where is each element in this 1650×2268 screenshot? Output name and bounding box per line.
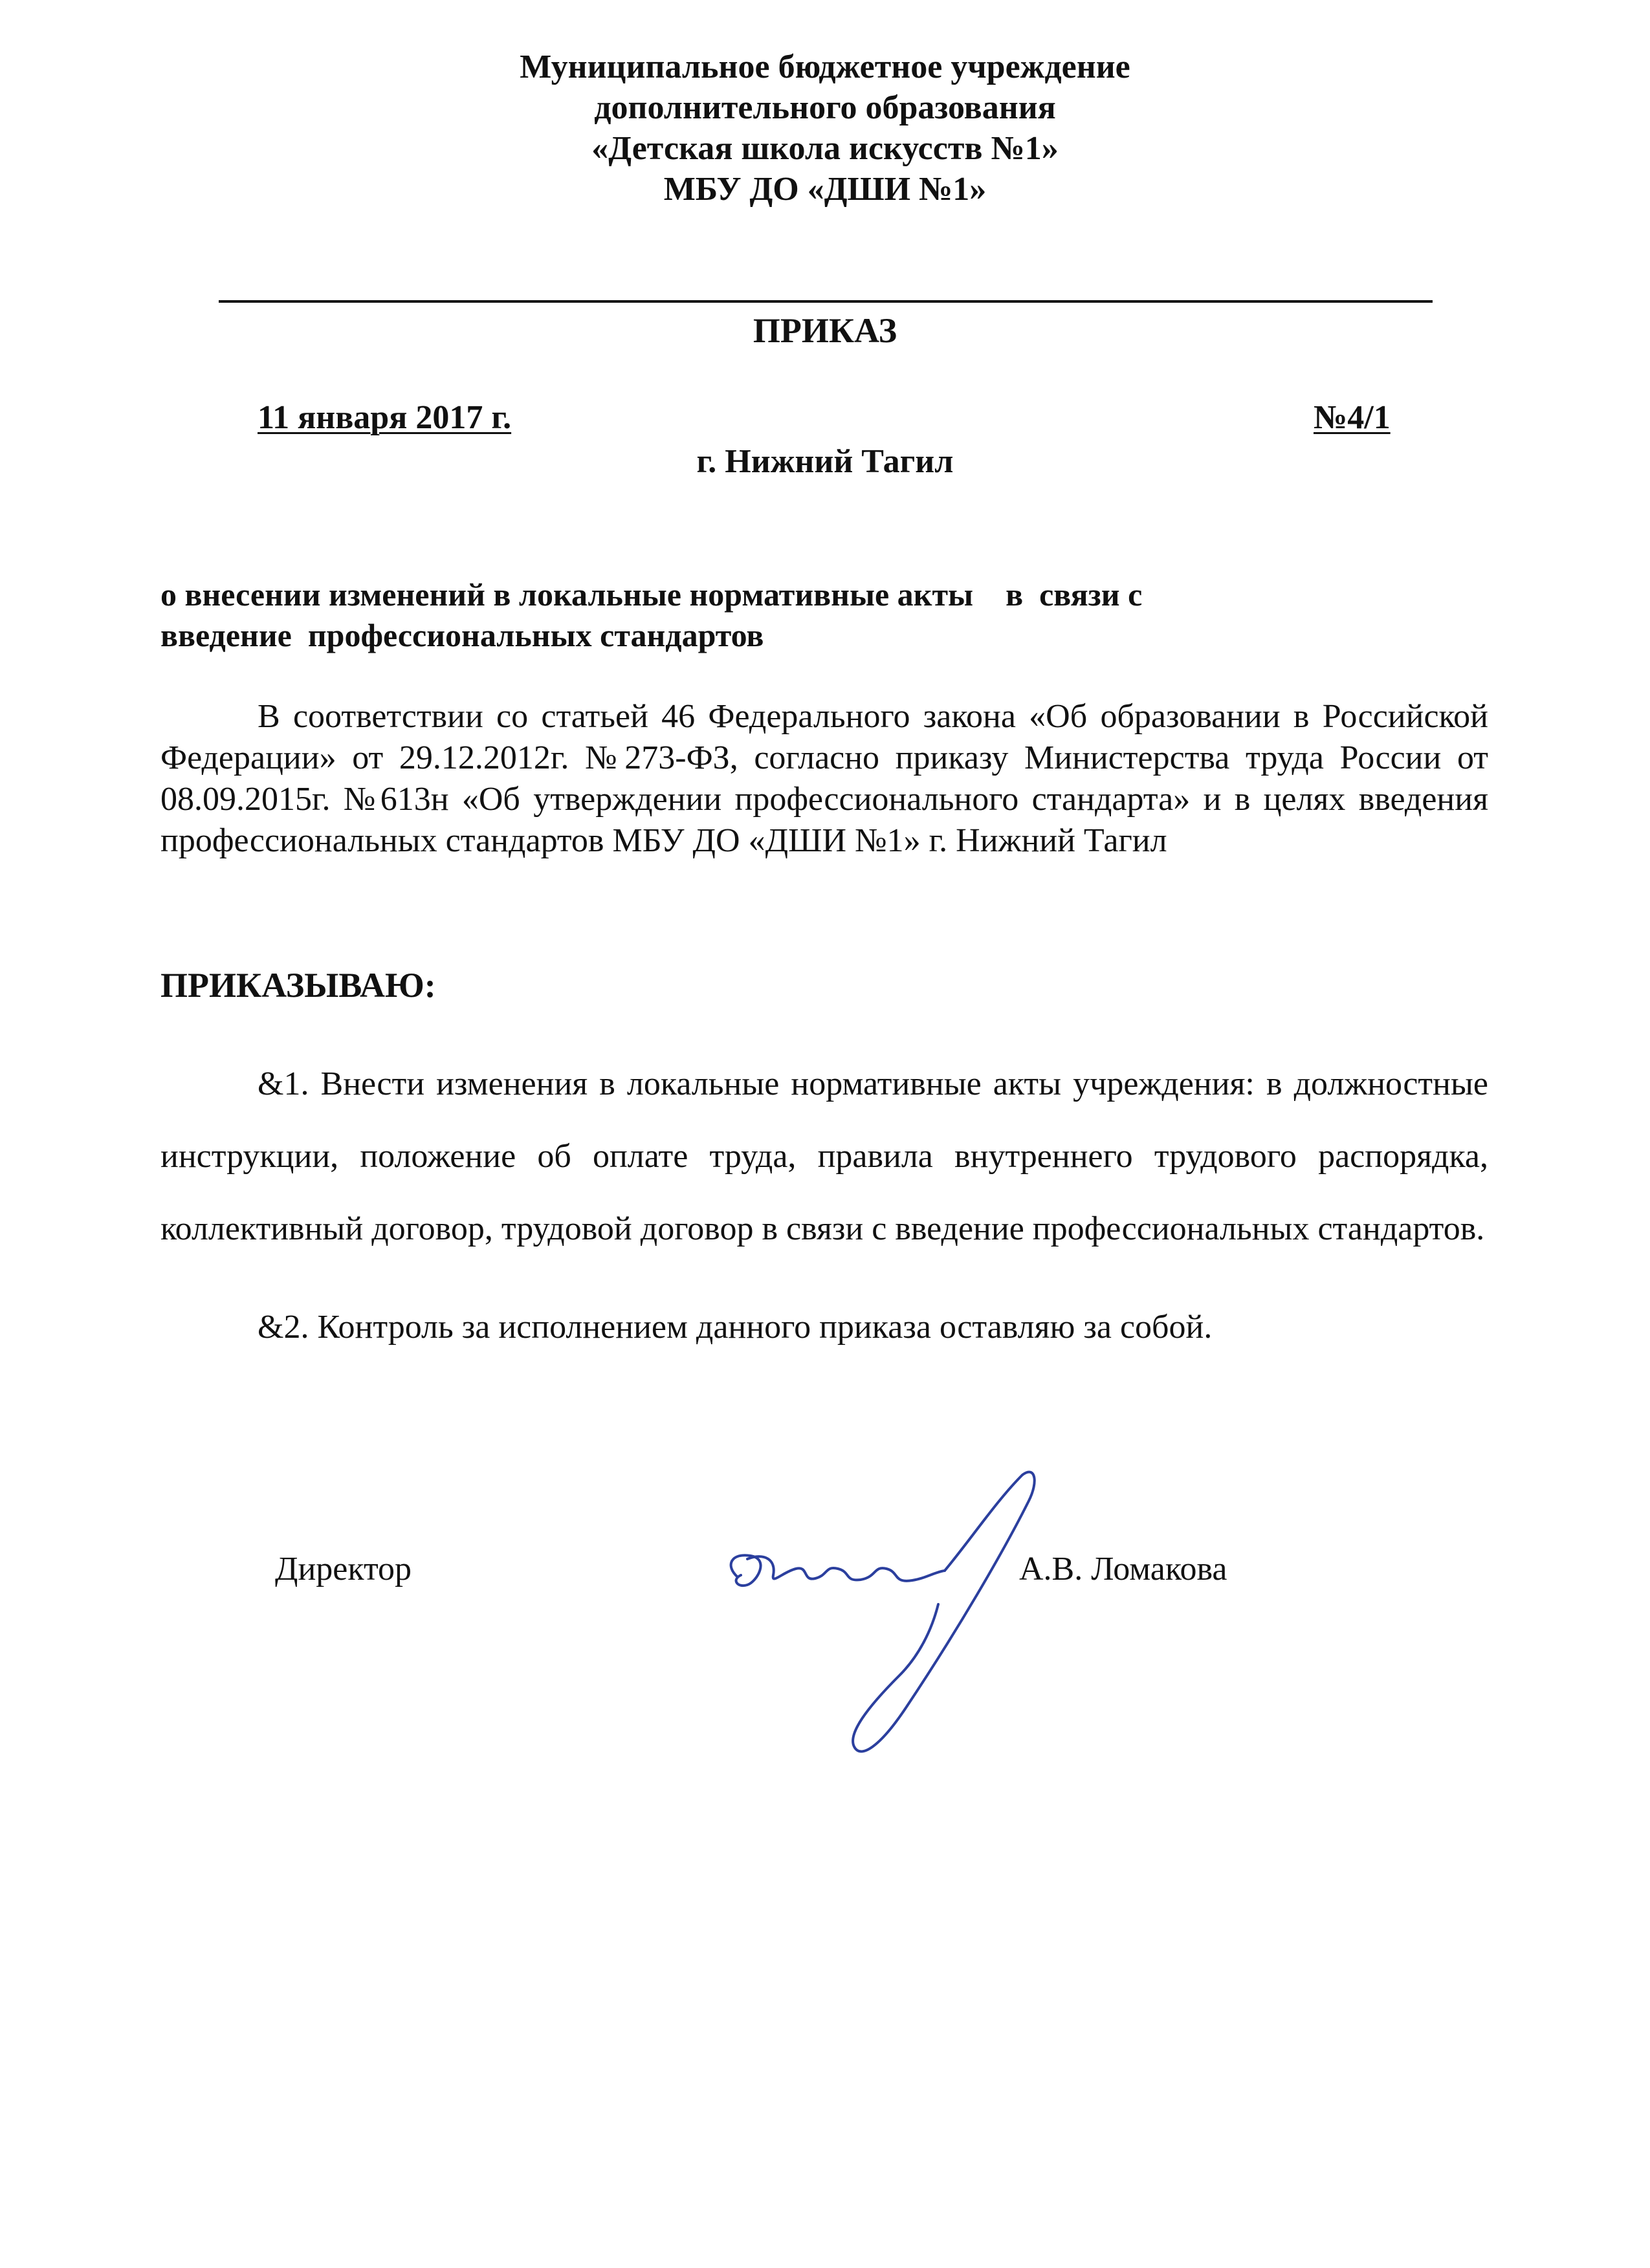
order-item-1: &1. Внести изменения в локальные нормативные акты учреждения: в должностные инструкции, положение об оплате труда, правила внутреннего трудового распорядка, коллективный договор, трудовой договор в связи с введение профессиональных стандартов. (160, 1065, 1488, 1247)
signatory-name: А.В. Ломакова (1019, 1551, 1227, 1587)
signatory-role: Директор (275, 1551, 412, 1587)
order-subject (160, 574, 1390, 656)
header-line-4: МБУ ДО «ДШИ №1» (663, 171, 987, 208)
order-number: №4/1 (1314, 399, 1391, 436)
subject-line-2: введение профессиональных стандартов (160, 617, 764, 653)
handwritten-signature (712, 1462, 1074, 1772)
order-directive-heading: ПРИКАЗЫВАЮ: (160, 966, 436, 1005)
order-preamble: В соответствии со статьей 46 Федерального закона «Об образовании в Российской Федерации» от 29.12.2012г. №273-ФЗ, согласно приказу Министерства труда России от 08.09.2015г. №613н «Об утверждении профессионального стандарта» и в целях введения профессиональных стандартов МБУ ДО «ДШИ №1» г. Нижний Тагил (160, 698, 1488, 859)
header-line-1: Муниципальное бюджетное учреждение (520, 49, 1130, 85)
order-item-2: &2. Контроль за исполнением данного приказа оставляю за собой. (258, 1309, 1213, 1346)
header-line-2: дополнительного образования (594, 89, 1056, 126)
header-line-3: «Детская школа искусств №1» (591, 130, 1059, 167)
header-divider (219, 300, 1433, 303)
order-date: 11 января 2017 г. (258, 399, 512, 436)
document-title: ПРИКАЗ (753, 311, 897, 350)
subject-line-1: о внесении изменений в локальные нормативные акты в связи с (160, 576, 1143, 613)
order-city: г. Нижний Тагил (696, 443, 954, 480)
organization-header (0, 47, 1650, 210)
